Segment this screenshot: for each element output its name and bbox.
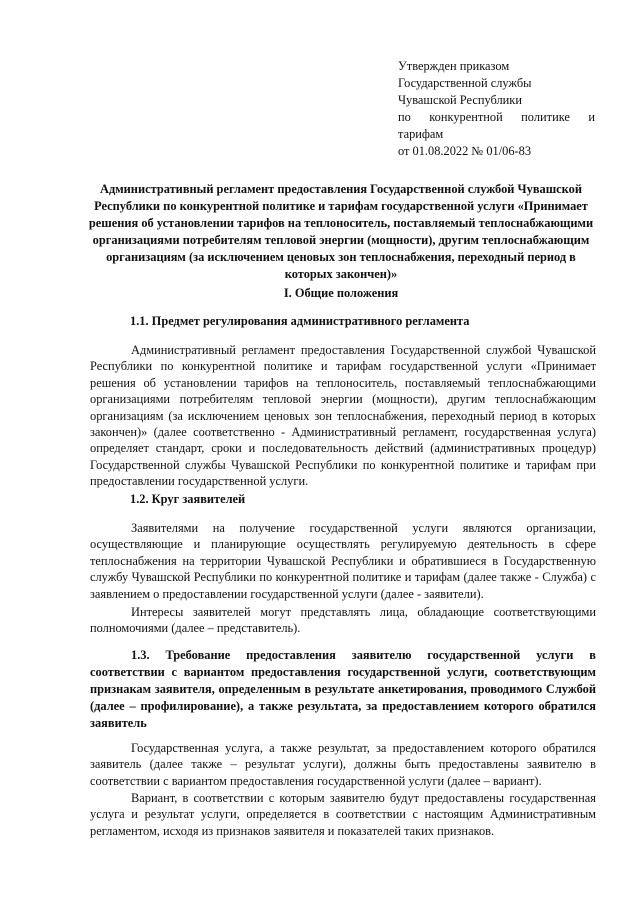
approval-line-2: Государственной службы xyxy=(398,76,532,90)
approval-stamp xyxy=(398,58,595,160)
subsection-1-3-paragraph-1: Государственная услуга, а также результат, за предоставлением которого обратился заявитель (далее также – результат услуги), должны быть предоставлены заявителю в соответствии с вариантом предоставления государственной услуги (далее – вариант). xyxy=(90,741,596,788)
section-1-heading: I. Общие положения xyxy=(283,286,399,300)
approval-line-1: Утвержден приказом xyxy=(398,59,510,73)
approval-word: конкурентной xyxy=(429,110,503,124)
subsection-1-2-heading: 1.2. Круг заявителей xyxy=(130,492,246,506)
subsection-1-2-paragraph-1: Заявителями на получение государственной услуги являются организации, осуществляющие и планирующие осуществлять регулируемую деятельность в сфере теплоснабжения на территории Чувашской Республики и обратившиеся в Государственную службу Чувашской Республики по конкурентной политике и тарифам (далее также - Служба) с заявлением о предоставлении государственной услуги (далее - заявители). xyxy=(90,521,596,601)
subsection-1-1-heading: 1.1. Предмет регулирования административного регламента xyxy=(130,314,470,328)
approval-line-5: тарифам xyxy=(398,127,444,141)
approval-word: по xyxy=(398,110,411,124)
approval-word: политике xyxy=(521,110,570,124)
document-title: Административный регламент предоставления Государственной службой Чувашской Республики по конкурентной политике и тарифам государственной услуги «Принимает решения об установлении тарифов на теплоноситель, поставляемый теплоснабжающими организациями потребителям тепловой энергии (мощности), другим теплоснабжающим организациям (за исключением ценовых зон теплоснабжения, переходный период в которых закончен)» xyxy=(88,182,594,281)
approval-line-4 xyxy=(398,109,595,126)
subsection-1-1-paragraph: Административный регламент предоставления Государственной службой Чувашской Республики по конкурентной политике и тарифам государственной услуги «Принимает решения об установлении тарифов на теплоноситель, поставляемый теплоснабжающими организациями потребителям тепловой энергии (мощности), другим теплоснабжающим организациям (за исключением ценовых зон теплоснабжения, переходный период в которых закончен)» (далее соответственно - Административный регламент, государственная услуга) определяет стандарт, сроки и последовательность действий (административных процедур) Государственной службы Чувашской Республики по конкурентной политике и тарифам при предоставлении государственной услуги. xyxy=(90,343,596,489)
subsection-1-3-heading: 1.3. Требование предоставления заявителю государственной услуги в соответствии с вариантом предоставления государственной услуги, соответствующим признакам заявителя, определенным в результате анкетирования, проводимого Службой (далее – профилирование), а также результата, за предоставлением которого обратился заявитель xyxy=(90,648,596,730)
subsection-1-3-paragraph-2: Вариант, в соответствии с которым заявителю будут предоставлены государственная услуга и результат услуги, определяется в соответствии с настоящим Административным регламентом, исходя из признаков заявителя и показателей таких признаков. xyxy=(90,791,596,838)
approval-line-3: Чувашской Республики xyxy=(398,93,522,107)
approval-line-6: от 01.08.2022 № 01/06-83 xyxy=(398,144,532,158)
subsection-1-2-paragraph-2: Интересы заявителей могут представлять лица, обладающие соответствующими полномочиями (далее – представитель). xyxy=(90,605,596,636)
approval-word: и xyxy=(588,110,595,124)
